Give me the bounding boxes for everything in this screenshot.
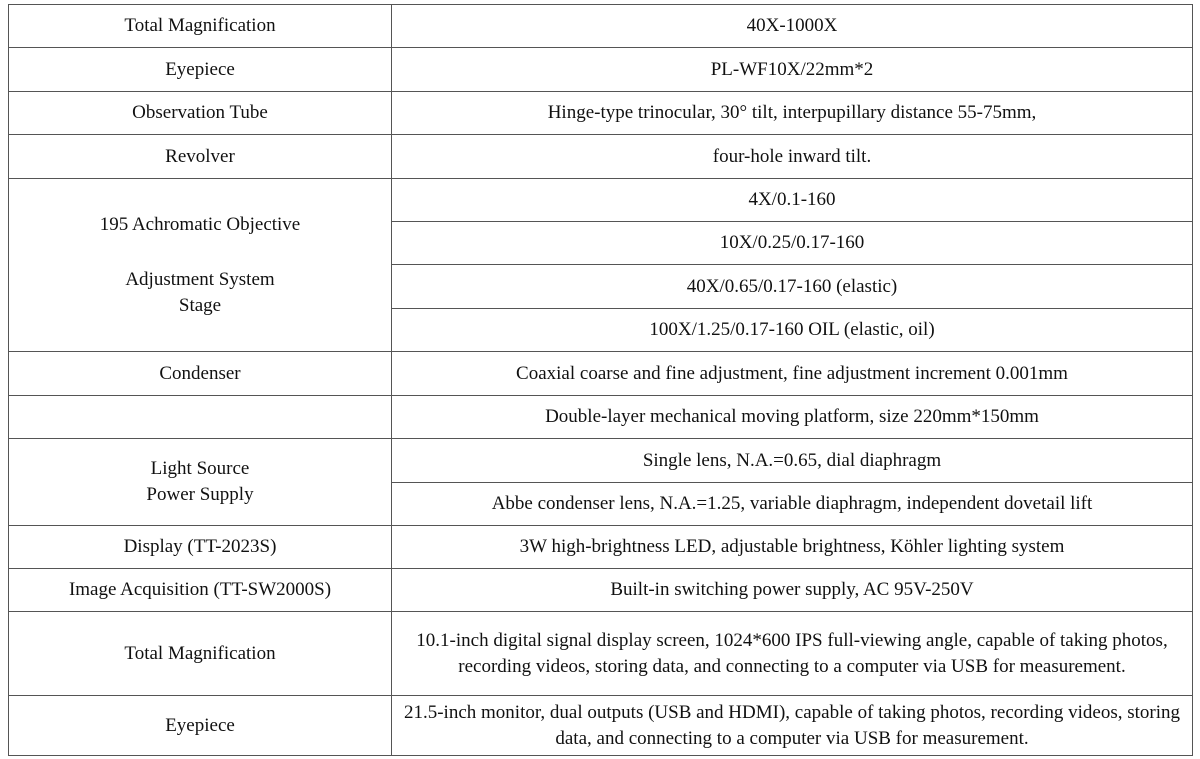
spec-label-line: Light Source: [150, 458, 250, 479]
spec-value: 21.5-inch monitor, dual outputs (USB and HDMI), capable of taking photos, recording videos, storing data, and connecting to a computer via USB for measurement.: [392, 696, 1193, 756]
spec-label: Revolver: [9, 135, 392, 179]
spec-value: Abbe condenser lens, N.A.=1.25, variable diaphragm, independent dovetail lift: [392, 483, 1193, 526]
spec-value: 3W high-brightness LED, adjustable brightness, Köhler lighting system: [392, 526, 1193, 569]
spec-value: Single lens, N.A.=0.65, dial diaphragm: [392, 439, 1193, 483]
spec-table: [8, 4, 1193, 756]
spec-value: 40X-1000X: [392, 5, 1193, 48]
spec-label-group: [9, 439, 392, 526]
spec-label: Display (TT-2023S): [9, 526, 392, 569]
spec-label-empty: [9, 396, 392, 439]
spec-value: 4X/0.1-160: [392, 179, 1193, 222]
spec-value: Built-in switching power supply, AC 95V-250V: [392, 569, 1193, 612]
table-row: [9, 526, 1193, 569]
spec-value: PL-WF10X/22mm*2: [392, 48, 1193, 92]
spec-label: Eyepiece: [9, 696, 392, 756]
spec-label-line: 195 Achromatic Objective: [99, 213, 301, 235]
spec-label: Observation Tube: [9, 92, 392, 135]
spec-value: four-hole inward tilt.: [392, 135, 1193, 179]
spec-value: 40X/0.65/0.17-160 (elastic): [392, 265, 1193, 309]
spec-value: 10.1-inch digital signal display screen, 1024*600 IPS full-viewing angle, capable of taking photos, recording videos, storing data, and connecting to a computer via USB for measurement.: [392, 612, 1193, 696]
spec-label-line: Stage: [178, 294, 222, 316]
spec-value: 100X/1.25/0.17-160 OIL (elastic, oil): [392, 309, 1193, 352]
table-row: [9, 352, 1193, 396]
table-row: [9, 696, 1193, 756]
table-row: [9, 569, 1193, 612]
spec-label: Eyepiece: [9, 48, 392, 92]
spec-label: Condenser: [9, 352, 392, 396]
spec-label-line: Adjustment System: [125, 268, 275, 290]
spec-label: Image Acquisition (TT-SW2000S): [9, 569, 392, 612]
table-row: [9, 396, 1193, 439]
spec-label: Total Magnification: [9, 5, 392, 48]
spec-value: 10X/0.25/0.17-160: [392, 222, 1193, 265]
table-row: [9, 5, 1193, 48]
spec-label: Total Magnification: [9, 612, 392, 696]
table-row: [9, 48, 1193, 92]
table-row: [9, 135, 1193, 179]
table-row: [9, 92, 1193, 135]
spec-label-line: Power Supply: [146, 484, 254, 505]
table-row: [9, 612, 1193, 696]
spec-value: Coaxial coarse and fine adjustment, fine adjustment increment 0.001mm: [392, 352, 1193, 396]
table-row: [9, 439, 1193, 483]
spec-value: Hinge-type trinocular, 30° tilt, interpupillary distance 55-75mm,: [392, 92, 1193, 135]
spec-label-group: [9, 179, 392, 352]
table-row: [9, 179, 1193, 222]
spec-value: Double-layer mechanical moving platform, size 220mm*150mm: [392, 396, 1193, 439]
